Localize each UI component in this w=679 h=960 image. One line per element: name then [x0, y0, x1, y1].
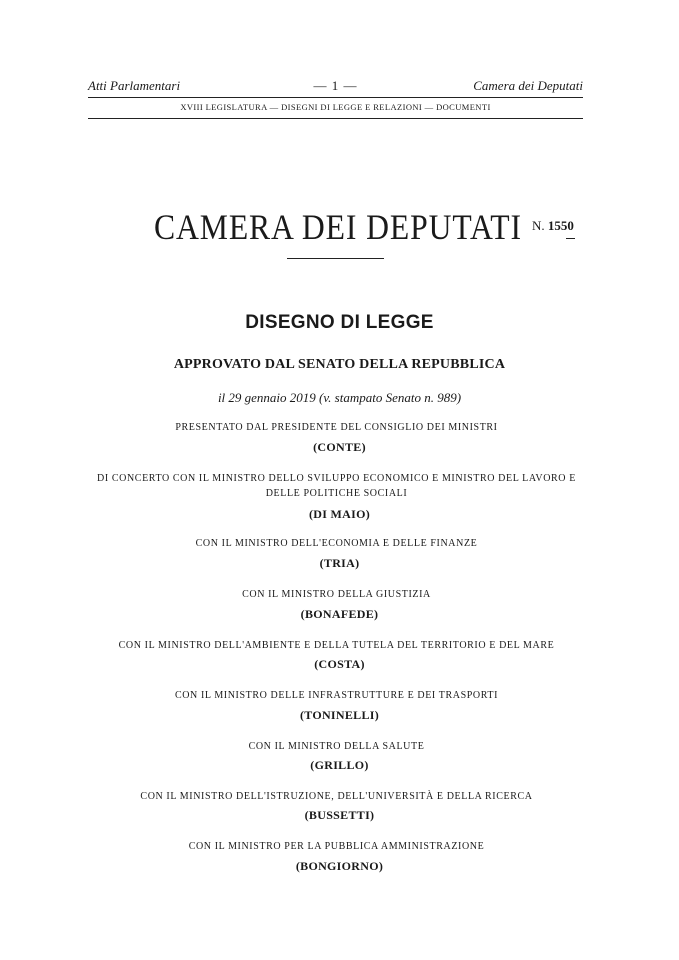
header-right-title: Camera dei Deputati — [473, 78, 583, 93]
entry-text-3: CON IL MINISTRO DELLA GIUSTIZIA — [242, 589, 431, 600]
entry-text-5: CON IL MINISTRO DELLE INFRASTRUTTURE E DEI TRASPORTI — [174, 690, 499, 701]
chamber-title: CAMERA DEI DEPUTATI — [154, 207, 522, 247]
number-value: 1550 — [547, 218, 574, 233]
entry-name-0: (CONTE) — [313, 440, 366, 454]
masthead — [0, 206, 679, 256]
document-type: DISEGNO DI LEGGE — [245, 312, 434, 333]
entry-name-8: (BONGIORNO) — [295, 859, 384, 873]
entry-name-7: (BUSSETTI) — [304, 808, 375, 822]
header-rule-bottom — [88, 118, 583, 119]
number-underline — [566, 238, 575, 239]
entry-name-4: (COSTA) — [314, 657, 365, 671]
entry-text-7: CON IL MINISTRO DELL'ISTRUZIONE, DELL'UNIVERSITÀ E DELLA RICERCA — [140, 791, 533, 802]
entry-text-2: CON IL MINISTRO DELL'ECONOMIA E DELLE FINANZE — [195, 538, 478, 549]
header-page-number: — 1 — — [313, 78, 358, 93]
entry-name-3: (BONAFEDE) — [300, 607, 379, 621]
entry-text-1: DI CONCERTO CON IL MINISTRO DELLO SVILUPPO ECONOMICO E MINISTRO DEL LAVORO E DELLE POLITICHE SOCIALI — [97, 473, 576, 499]
entry-text-6: CON IL MINISTRO DELLA SALUTE — [248, 741, 425, 752]
entry-text-4: CON IL MINISTRO DELL'AMBIENTE E DELLA TUTELA DEL TERRITORIO E DEL MARE — [118, 640, 555, 651]
entry-name-5: (TONINELLI) — [299, 708, 380, 722]
number-prefix: N. — [532, 218, 545, 233]
header-left-title: Atti Parlamentari — [88, 78, 181, 93]
masthead-rule — [287, 258, 384, 259]
entry-name-1: (DI MAIO) — [308, 507, 371, 521]
header-rule-top — [88, 97, 583, 98]
entry-name-2: (TRIA) — [319, 556, 360, 570]
date-line: il 29 gennaio 2019 (v. stampato Senato n. 989) — [217, 390, 462, 405]
entry-text-8: CON IL MINISTRO PER LA PUBBLICA AMMINISTRAZIONE — [188, 841, 485, 852]
document-number — [532, 218, 574, 234]
entry-name-6: (GRILLO) — [310, 758, 369, 772]
running-header — [88, 78, 583, 98]
series-line: XVIII LEGISLATURA — DISEGNI DI LEGGE E RELAZIONI — DOCUMENTI — [180, 102, 491, 112]
entry-text-0: PRESENTATO DAL PRESIDENTE DEL CONSIGLIO DEI MINISTRI — [175, 422, 498, 433]
approval-line: APPROVATO DAL SENATO DELLA REPUBBLICA — [173, 357, 506, 372]
